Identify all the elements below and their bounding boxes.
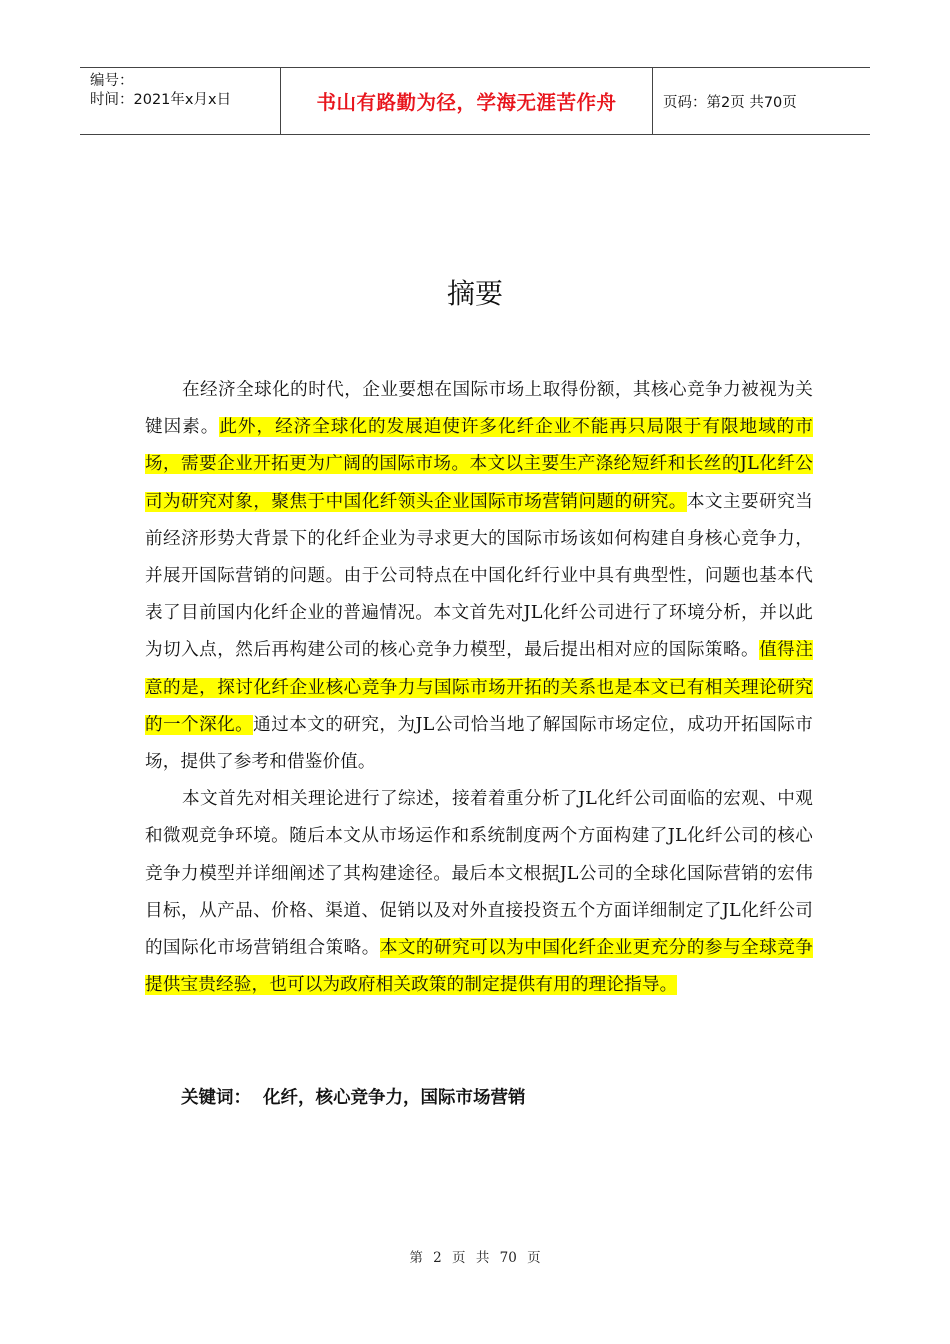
page-footer: 第 2 页 共 70 页 — [409, 1250, 541, 1266]
abstract-body — [145, 372, 813, 1004]
keywords-value: 化纤，核心竞争力，国际市场营销 — [263, 1088, 526, 1108]
highlighted-sentence: 值得注意的是，探讨化纤企业核心竞争力与国际市场开拓的关系也是本文已有相关理论研究的一个深化。 — [145, 640, 813, 735]
header-page-info: 页码：第2页 共70页 — [663, 94, 797, 111]
page-header — [80, 67, 870, 135]
highlighted-sentence: 此外，经济全球化的发展迫使许多化纤企业不能再只局限于有限地域的市场，需要企业开拓更为广阔的国际市场。本文以主要生产涤纶短纤和长丝的JL化纤公司为研究对象，聚焦于中国化纤领头企业国际市场营销问题的研究。 — [145, 417, 813, 512]
code-label: 编号： — [90, 73, 134, 89]
abstract-paragraph-2 — [145, 781, 813, 1004]
highlighted-sentence: 本文的研究可以为中国化纤企业更充分的参与全球竞争提供宝贵经验，也可以为政府相关政策的制定提供有用的理论指导。 — [145, 938, 813, 996]
keywords-line — [181, 1080, 526, 1117]
date-label: 时间：2021年x月x日 — [90, 92, 232, 108]
header-motto: 书山有路勤为径，学海无涯苦作舟 — [280, 68, 653, 134]
sentence: 本文首先对相关理论进行了综述，接着着重分析了JL化纤公司面临的宏观、中观和微观竞争环境。随后本文从市场运作和系统制度两个方面构建了JL化纤公司的核心竞争力模型并详细阐述了其构建途径。最后本文根据JL公司的全球化国际营销的宏伟目标，从产品、价格、渠道、促销以及对外直接投资五个方面详细制定了JL化纤公司的国际化市场营销组合策略。 — [145, 789, 813, 959]
abstract-paragraph-1 — [145, 372, 813, 781]
keywords-label: 关键词： — [181, 1088, 251, 1108]
sentence: 本文主要研究当前经济形势大背景下的化纤企业为寻求更大的国际市场该如何构建自身核心竞争力，并展开国际营销的问题。由于公司特点在中国化纤行业中具有典型性，问题也基本代表了目前国内化纤企业的普遍情况。本文首先对JL化纤公司进行了环境分析，并以此为切入点，然后再构建公司的核心竞争力模型，最后提出相对应的国际策略。 — [145, 491, 813, 661]
sentence: 在经济全球化的时代，企业要想在国际市场上取得份额，其核心竞争力被视为关键因素。 — [145, 380, 813, 438]
sentence: 通过本文的研究，为JL公司恰当地了解国际市场定位，成功开拓国际市场，提供了参考和借鉴价值。 — [145, 714, 814, 773]
page-title: 摘要 — [446, 277, 503, 310]
header-meta — [80, 68, 280, 134]
